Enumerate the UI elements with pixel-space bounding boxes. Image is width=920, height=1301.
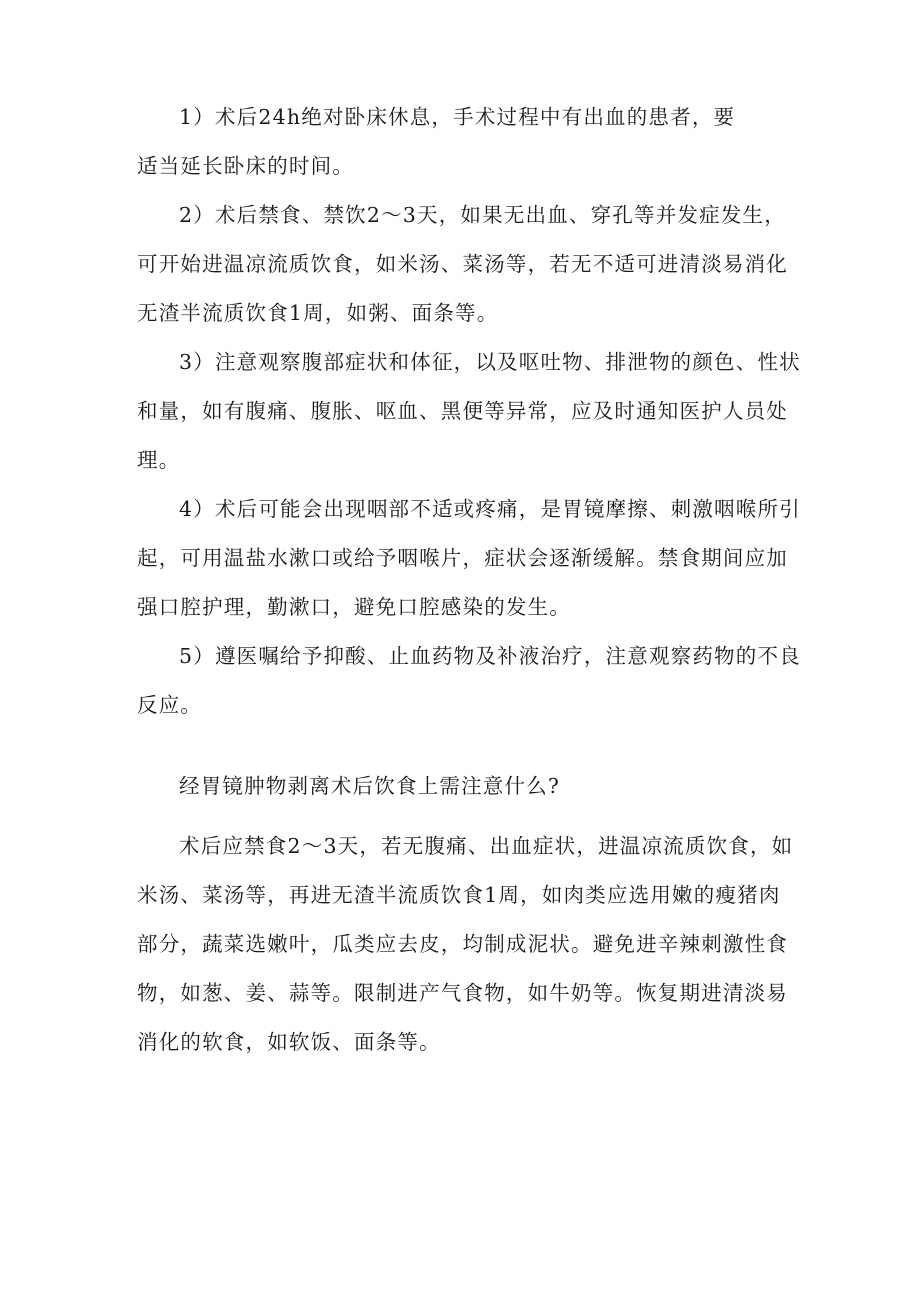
text-line: 米汤、菜汤等，再进无渣半流质饮食1周，如肉类应选用嫩的瘦猪肉 (137, 883, 781, 907)
text-line: 消化的软食，如软饭、面条等。 (137, 1030, 441, 1054)
paragraph-observation (137, 338, 801, 485)
paragraph-medication (137, 632, 801, 730)
paragraph-fasting (137, 191, 797, 338)
text-line: 可开始进温凉流质饮食，如米汤、菜汤等，若无不适可进清淡易消化 (137, 252, 788, 276)
text-line: 反应。 (137, 693, 203, 717)
question-text: 经胃镜肿物剥离术后饮食上需注意什么? (179, 774, 561, 798)
text-line: 物，如葱、姜、蒜等。限制进产气食物，如牛奶等。恢复期进清淡易 (137, 981, 788, 1005)
text-line: 1）术后24h绝对卧床休息，手术过程中有出血的患者，要 (179, 105, 736, 129)
text-line: 理。 (137, 448, 181, 472)
paragraph-throat-care (137, 485, 801, 632)
text-line: 3）注意观察腹部症状和体征，以及呕吐物、排泄物的颜色、性状 (179, 350, 801, 374)
text-line: 强口腔护理，勤漱口，避免口腔感染的发生。 (137, 595, 571, 619)
text-line: 无渣半流质饮食1周，如粥、面条等。 (137, 301, 499, 325)
text-line: 部分，蔬菜选嫩叶，瓜类应去皮，均制成泥状。避免进辛辣刺激性食 (137, 932, 788, 956)
text-line: 适当延长卧床的时间。 (137, 154, 354, 178)
answer-paragraph (137, 822, 797, 1067)
text-line: 4）术后可能会出现咽部不适或疼痛，是胃镜摩擦、刺激咽喉所引 (179, 497, 801, 521)
paragraph-bed-rest (137, 93, 797, 191)
text-line: 2）术后禁食、禁饮2～3天，如果无出血、穿孔等并发症发生， (179, 203, 786, 227)
text-line: 和量，如有腹痛、腹胀、呕血、黑便等异常，应及时通知医护人员处 (137, 399, 788, 423)
text-line: 起，可用温盐水漱口或给予咽喉片，症状会逐渐缓解。禁食期间应加 (137, 546, 788, 570)
question-heading (137, 762, 797, 811)
text-line: 5）遵医嘱给予抑酸、止血药物及补液治疗，注意观察药物的不良 (179, 644, 801, 668)
text-line: 术后应禁食2～3天，若无腹痛、出血症状，进温凉流质饮食，如 (179, 834, 794, 858)
